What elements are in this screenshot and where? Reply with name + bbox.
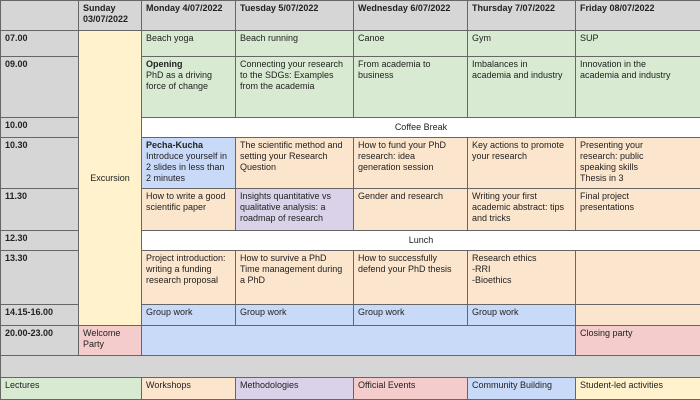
session-title: Pecha-Kucha (146, 140, 204, 150)
header-thursday: Thursday 7/07/2022 (468, 1, 576, 31)
activity-cell: Final project presentations (576, 189, 700, 231)
legend-row (1, 378, 700, 400)
legend-student-led: Student-led activities (576, 378, 700, 400)
header-wednesday: Wednesday 6/07/2022 (354, 1, 468, 31)
activity-cell: SUP (576, 31, 700, 57)
session-desc: Introduce yourself in 2 slides in less than 2 minutes (146, 151, 228, 183)
time-cell: 10.30 (1, 138, 79, 189)
time-cell: 13.30 (1, 251, 79, 305)
activity-cell: Gym (468, 31, 576, 57)
legend-methodologies: Methodologies (236, 378, 354, 400)
activity-cell: Beach running (236, 31, 354, 57)
activity-cell (142, 57, 236, 118)
spacer-cell (1, 356, 700, 378)
time-cell: 07.00 (1, 31, 79, 57)
activity-cell: How to write a good scientific paper (142, 189, 236, 231)
activity-cell: Connecting your research to the SDGs: Examples from the academia (236, 57, 354, 118)
header-row (1, 1, 700, 31)
header-tuesday: Tuesday 5/07/2022 (236, 1, 354, 31)
activity-cell: Group work (142, 305, 236, 326)
activity-cell: Project introduction: writing a funding research proposal (142, 251, 236, 305)
activity-cell: Canoe (354, 31, 468, 57)
activity-cell: Imbalances in academia and industry (468, 57, 576, 118)
header-sunday: Sunday 03/07/2022 (79, 1, 142, 31)
activity-cell: Innovation in the academia and industry (576, 57, 700, 118)
header-monday: Monday 4/07/2022 (142, 1, 236, 31)
legend-community-building: Community Building (468, 378, 576, 400)
activity-cell: Gender and research (354, 189, 468, 231)
activity-cell: How to successfully defend your PhD thesis (354, 251, 468, 305)
legend-official-events: Official Events (354, 378, 468, 400)
time-cell: 11.30 (1, 189, 79, 231)
activity-cell: Insights quantitative vs qualitative analysis: a roadmap of research (236, 189, 354, 231)
session-desc: PhD as a driving force of change (146, 70, 213, 91)
activity-cell: Key actions to promote your research (468, 138, 576, 189)
activity-cell (576, 251, 700, 305)
spacer-row (1, 356, 700, 378)
activity-cell: How to survive a PhD Time management during a PhD (236, 251, 354, 305)
welcome-party-cell: Welcome Party (79, 326, 142, 356)
activity-cell: The scientific method and setting your Research Question (236, 138, 354, 189)
activity-cell: Writing your first academic abstract: tips and tricks (468, 189, 576, 231)
session-title: Opening (146, 59, 183, 69)
activity-cell: From academia to business (354, 57, 468, 118)
time-cell: 09.00 (1, 57, 79, 118)
time-cell: 10.00 (1, 118, 79, 138)
activity-cell: Group work (468, 305, 576, 326)
row-2000 (1, 326, 700, 356)
time-cell: 12.30 (1, 231, 79, 251)
header-friday: Friday 08/07/2022 (576, 1, 700, 31)
legend-lectures: Lectures (1, 378, 142, 400)
activity-cell (142, 138, 236, 189)
time-cell: 14.15-16.00 (1, 305, 79, 326)
activity-cell (576, 305, 700, 326)
coffee-break-cell: Coffee Break (142, 118, 700, 138)
header-time (1, 1, 79, 31)
row-0700 (1, 31, 700, 57)
evening-community-cell (142, 326, 576, 356)
sunday-excursion-cell: Excursion (79, 31, 142, 326)
activity-cell: Research ethics -RRI -Bioethics (468, 251, 576, 305)
activity-cell: Group work (236, 305, 354, 326)
activity-cell: Group work (354, 305, 468, 326)
activity-cell: Beach yoga (142, 31, 236, 57)
closing-party-cell: Closing party (576, 326, 700, 356)
lunch-cell: Lunch (142, 231, 700, 251)
activity-cell: How to fund your PhD research: idea generation session (354, 138, 468, 189)
time-cell: 20.00-23.00 (1, 326, 79, 356)
legend-workshops: Workshops (142, 378, 236, 400)
activity-cell: Presenting your research: public speaking skills Thesis in 3 (576, 138, 700, 189)
